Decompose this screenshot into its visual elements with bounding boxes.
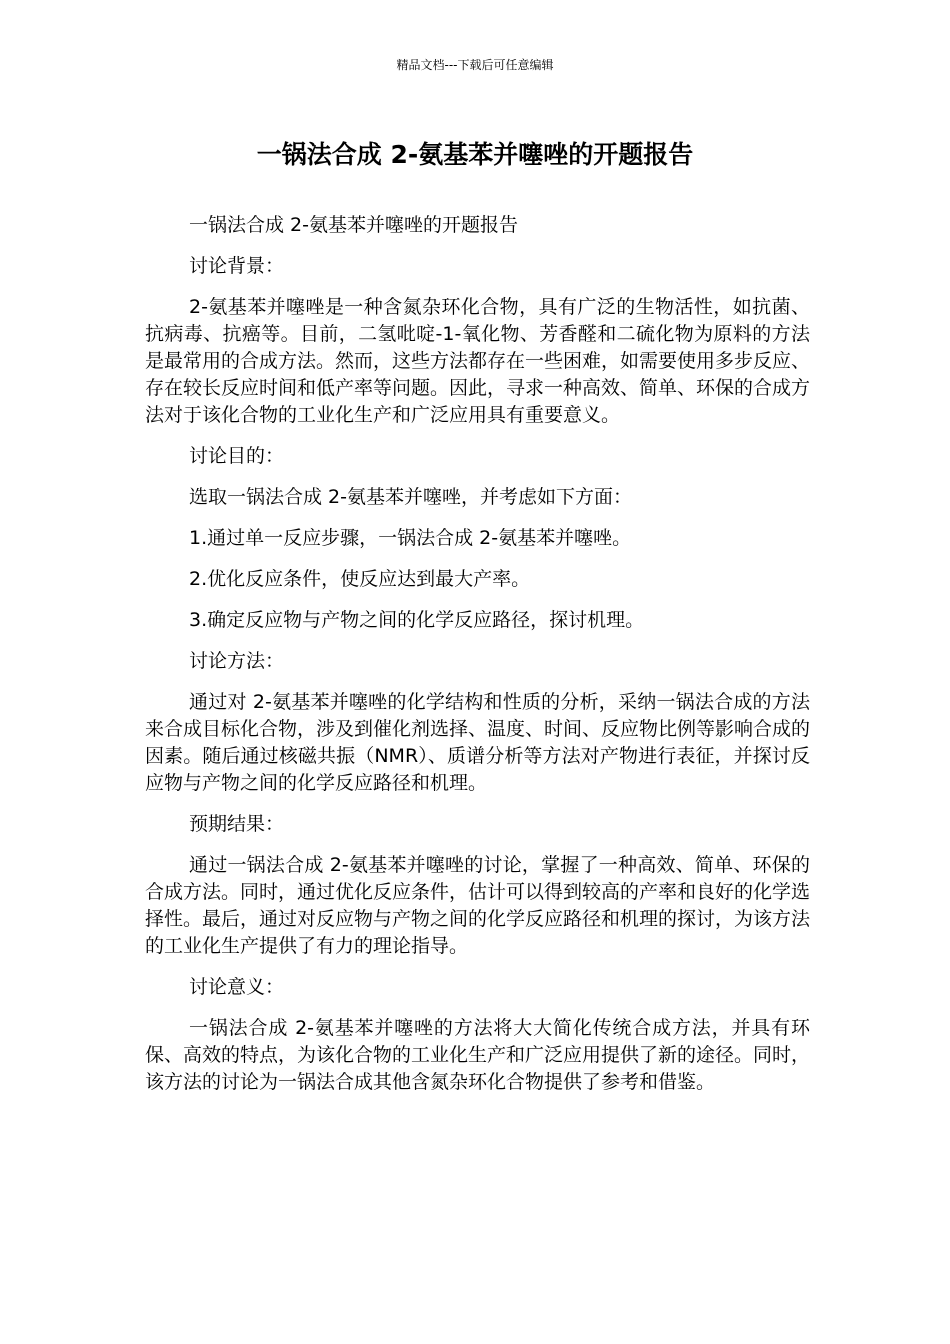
paragraph-background: 2-氨基苯并噻唑是一种含氮杂环化合物，具有广泛的生物活性，如抗菌、抗病毒、抗癌等。目前，二氢吡啶-1-氧化物、芳香醛和二硫化物为原料的方法是最常用的合成方法。然而，这些方法都存在一些困难，如需要使用多步反应、存在较长反应时间和低产率等问题。因此，寻求一种高效、简单、环保的合成方法对于该化合物的工业化生产和广泛应用具有重要意义。: [145, 296, 811, 426]
paragraph-purpose-intro: 选取一锅法合成 2-氨基苯并噻唑，并考虑如下方面：: [189, 486, 632, 508]
paragraph-method: 通过对 2-氨基苯并噻唑的化学结构和性质的分析，采纳一锅法合成的方法来合成目标化合物，涉及到催化剂选择、温度、时间、反应物比例等影响合成的因素。随后通过核磁共振（NMR）、质谱分析等方法对产物进行表征，并探讨反应物与产物之间的化学反应路径和机理。: [145, 691, 811, 794]
section-heading-background: 讨论背景：: [189, 255, 285, 277]
section-heading-purpose: 讨论目的：: [189, 445, 285, 467]
paragraph-subtitle: 一锅法合成 2-氨基苯并噻唑的开题报告: [189, 214, 518, 236]
list-item-purpose-3: 3.确定反应物与产物之间的化学反应路径，探讨机理。: [189, 609, 645, 631]
list-item-purpose-2: 2.优化反应条件，使反应达到最大产率。: [189, 568, 531, 590]
section-heading-expected-results: 预期结果：: [189, 813, 285, 835]
list-item-purpose-1: 1.通过单一反应步骤，一锅法合成 2-氨基苯并噻唑。: [189, 527, 632, 549]
paragraph-expected-results: 通过一锅法合成 2-氨基苯并噻唑的讨论，掌握了一种高效、简单、环保的合成方法。同时，通过优化反应条件，估计可以得到较高的产率和良好的化学选择性。最后，通过对反应物与产物之间的化学反应路径和机理的探讨，为该方法的工业化生产提供了有力的理论指导。: [145, 854, 811, 957]
document-title: 一锅法合成 2-氨基苯并噻唑的开题报告: [256, 140, 694, 169]
section-heading-significance: 讨论意义：: [189, 976, 285, 998]
page-header: 精品文档---下载后可任意编辑: [396, 58, 554, 72]
paragraph-significance: 一锅法合成 2-氨基苯并噻唑的方法将大大简化传统合成方法，并具有环保、高效的特点，为该化合物的工业化生产和广泛应用提供了新的途径。同时，该方法的讨论为一锅法合成其他含氮杂环化合物提供了参考和借鉴。: [145, 1017, 811, 1093]
document-body: [145, 212, 810, 1110]
section-heading-method: 讨论方法：: [189, 650, 285, 672]
